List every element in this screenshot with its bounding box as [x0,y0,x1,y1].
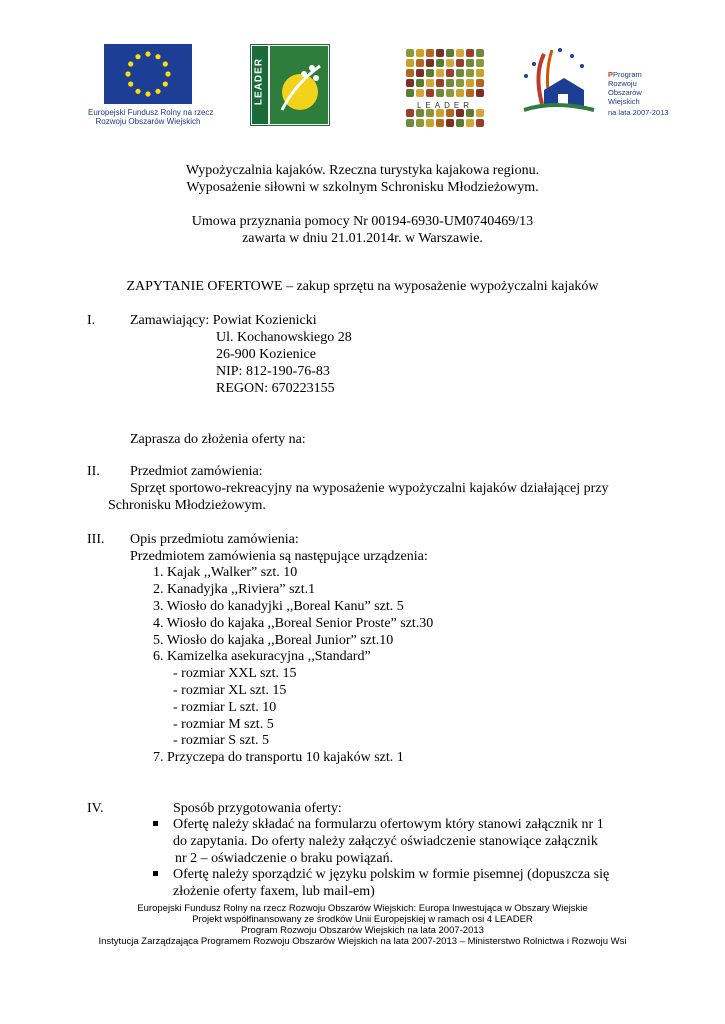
size-item: - rozmiar M szt. 5 [173,717,274,732]
list-item: 2. Kanadyjka ,,Riviera” szt.1 [153,582,316,597]
list-item: 5. Wiosło do kajaka ,,Boreal Junior” szt.10 [153,633,394,648]
lgd-grid-icon [404,47,486,127]
section-2-number: II. [87,464,100,479]
eu-caption-line2: Rozwoju Obszarów Wiejskich [95,117,201,126]
bullet-1-line-1: Ofertę należy składać na formularzu ofertowym który stanowi załącznik nr 1 [173,817,604,832]
eu-caption-line1: Europejski Fundusz Rolny na rzecz [88,108,214,117]
prow-line-4: Wiejskich [608,97,640,106]
section-4-label: Sposób przygotowania oferty: [173,801,342,816]
section-4-number: IV. [87,801,104,816]
footer-line-4: Instytucja Zarządzająca Programem Rozwoju Obszarów Wiejskich na lata 2007-2013 – Ministerstwo Rolnictwa i Rozwoju Wsi [98,936,627,947]
section-2-text-2: Schronisku Młodzieżowym. [108,498,266,513]
list-item: 4. Wiosło do kajaka ,,Boreal Senior Proste” szt.30 [153,616,434,631]
section-2-text-1: Sprzęt sportowo-rekreacyjny na wyposażenie wypożyczalni kajaków działającej przy [130,481,609,496]
prow-line-2: Rozwoju [608,79,637,88]
address-line-4: REGON: 670223155 [216,381,335,396]
section-3-intro: Przedmiotem zamówienia są następujące urządzenia: [130,549,428,564]
address-line-3: NIP: 812-190-76-83 [216,364,330,379]
prow-logo [514,44,606,120]
size-item: - rozmiar XL szt. 15 [173,683,287,698]
section-2-label: Przedmiot zamówienia: [130,464,263,479]
size-item: - rozmiar XXL szt. 15 [173,666,297,681]
document-title: ZAPYTANIE OFERTOWE – zakup sprzętu na wyposażenie wypożyczalni kajaków [126,279,599,294]
lgd-grid-word: LEADER [416,101,473,110]
list-item: 3. Wiosło do kanadyjki ,,Boreal Kanu” szt. 5 [153,599,404,614]
bullet-2-line-1: Ofertę należy sporządzić w języku polskim w formie pisemnej (dopuszcza się [173,867,610,882]
size-item: - rozmiar S szt. 5 [173,733,270,748]
leader-logo [250,44,330,126]
address-line-1: Ul. Kochanowskiego 28 [216,330,352,345]
lgd-grid-logo [404,47,486,127]
bullet-2-line-2: złożenie oferty faxem, lub mail-em) [173,884,375,899]
size-item: - rozmiar L szt. 10 [173,700,277,715]
footer-line-2: Projekt współfinansowany ze środków Unii Europejskiej w ramach osi 4 LEADER [192,914,533,925]
footer-line-1: Europejski Fundusz Rolny na rzecz Rozwoju Obszarów Wiejskich: Europa Inwestująca w Obszary Wiejskie [137,903,588,914]
prow-line-3: Obszarów [608,88,642,97]
header-line-4: zawarta w dniu 21.01.2014r. w Warszawie. [242,231,483,246]
square-bullet-icon [153,821,158,826]
section-1-number: I. [87,313,96,328]
invite-text: Zaprasza do złożenia oferty na: [130,432,306,447]
leader-vertical-text: LEADER [253,57,265,106]
header-line-3: Umowa przyznania pomocy Nr 00194-6930-UM0740469/13 [191,214,534,229]
footer-line-3: Program Rozwoju Obszarów Wiejskich na lata 2007-2013 [241,925,484,936]
bullet-1-line-3: nr 2 – oświadczenie o braku powiązań. [175,851,394,866]
prow-line-1: PProgram [608,70,642,79]
prow-years: na lata 2007-2013 [608,108,669,117]
eu-stars-icon [104,44,192,104]
section-3-number: III. [87,532,105,547]
header-line-2: Wyposażenie siłowni w szkolnym Schronisku Młodzieżowym. [186,180,539,195]
prow-emblem-icon [514,44,606,120]
header-line-1: Wypożyczalnia kajaków. Rzeczna turystyka kajakowa regionu. [185,163,540,178]
bullet-1-line-2: do zapytania. Do oferty należy załączyć oświadczenie stanowiące załącznik [173,834,598,849]
section-3-label: Opis przedmiotu zamówienia: [130,532,299,547]
list-item: 7. Przyczepa do transportu 10 kajaków szt. 1 [153,750,404,765]
eu-flag-logo [104,44,192,104]
list-item: 1. Kajak ,,Walker” szt. 10 [153,565,298,580]
list-item: 6. Kamizelka asekuracyjna ,,Standard” [153,649,371,664]
square-bullet-icon [153,871,158,876]
address-line-2: 26-900 Kozienice [216,347,316,362]
section-1-label: Zamawiający: Powiat Kozienicki [130,313,317,328]
